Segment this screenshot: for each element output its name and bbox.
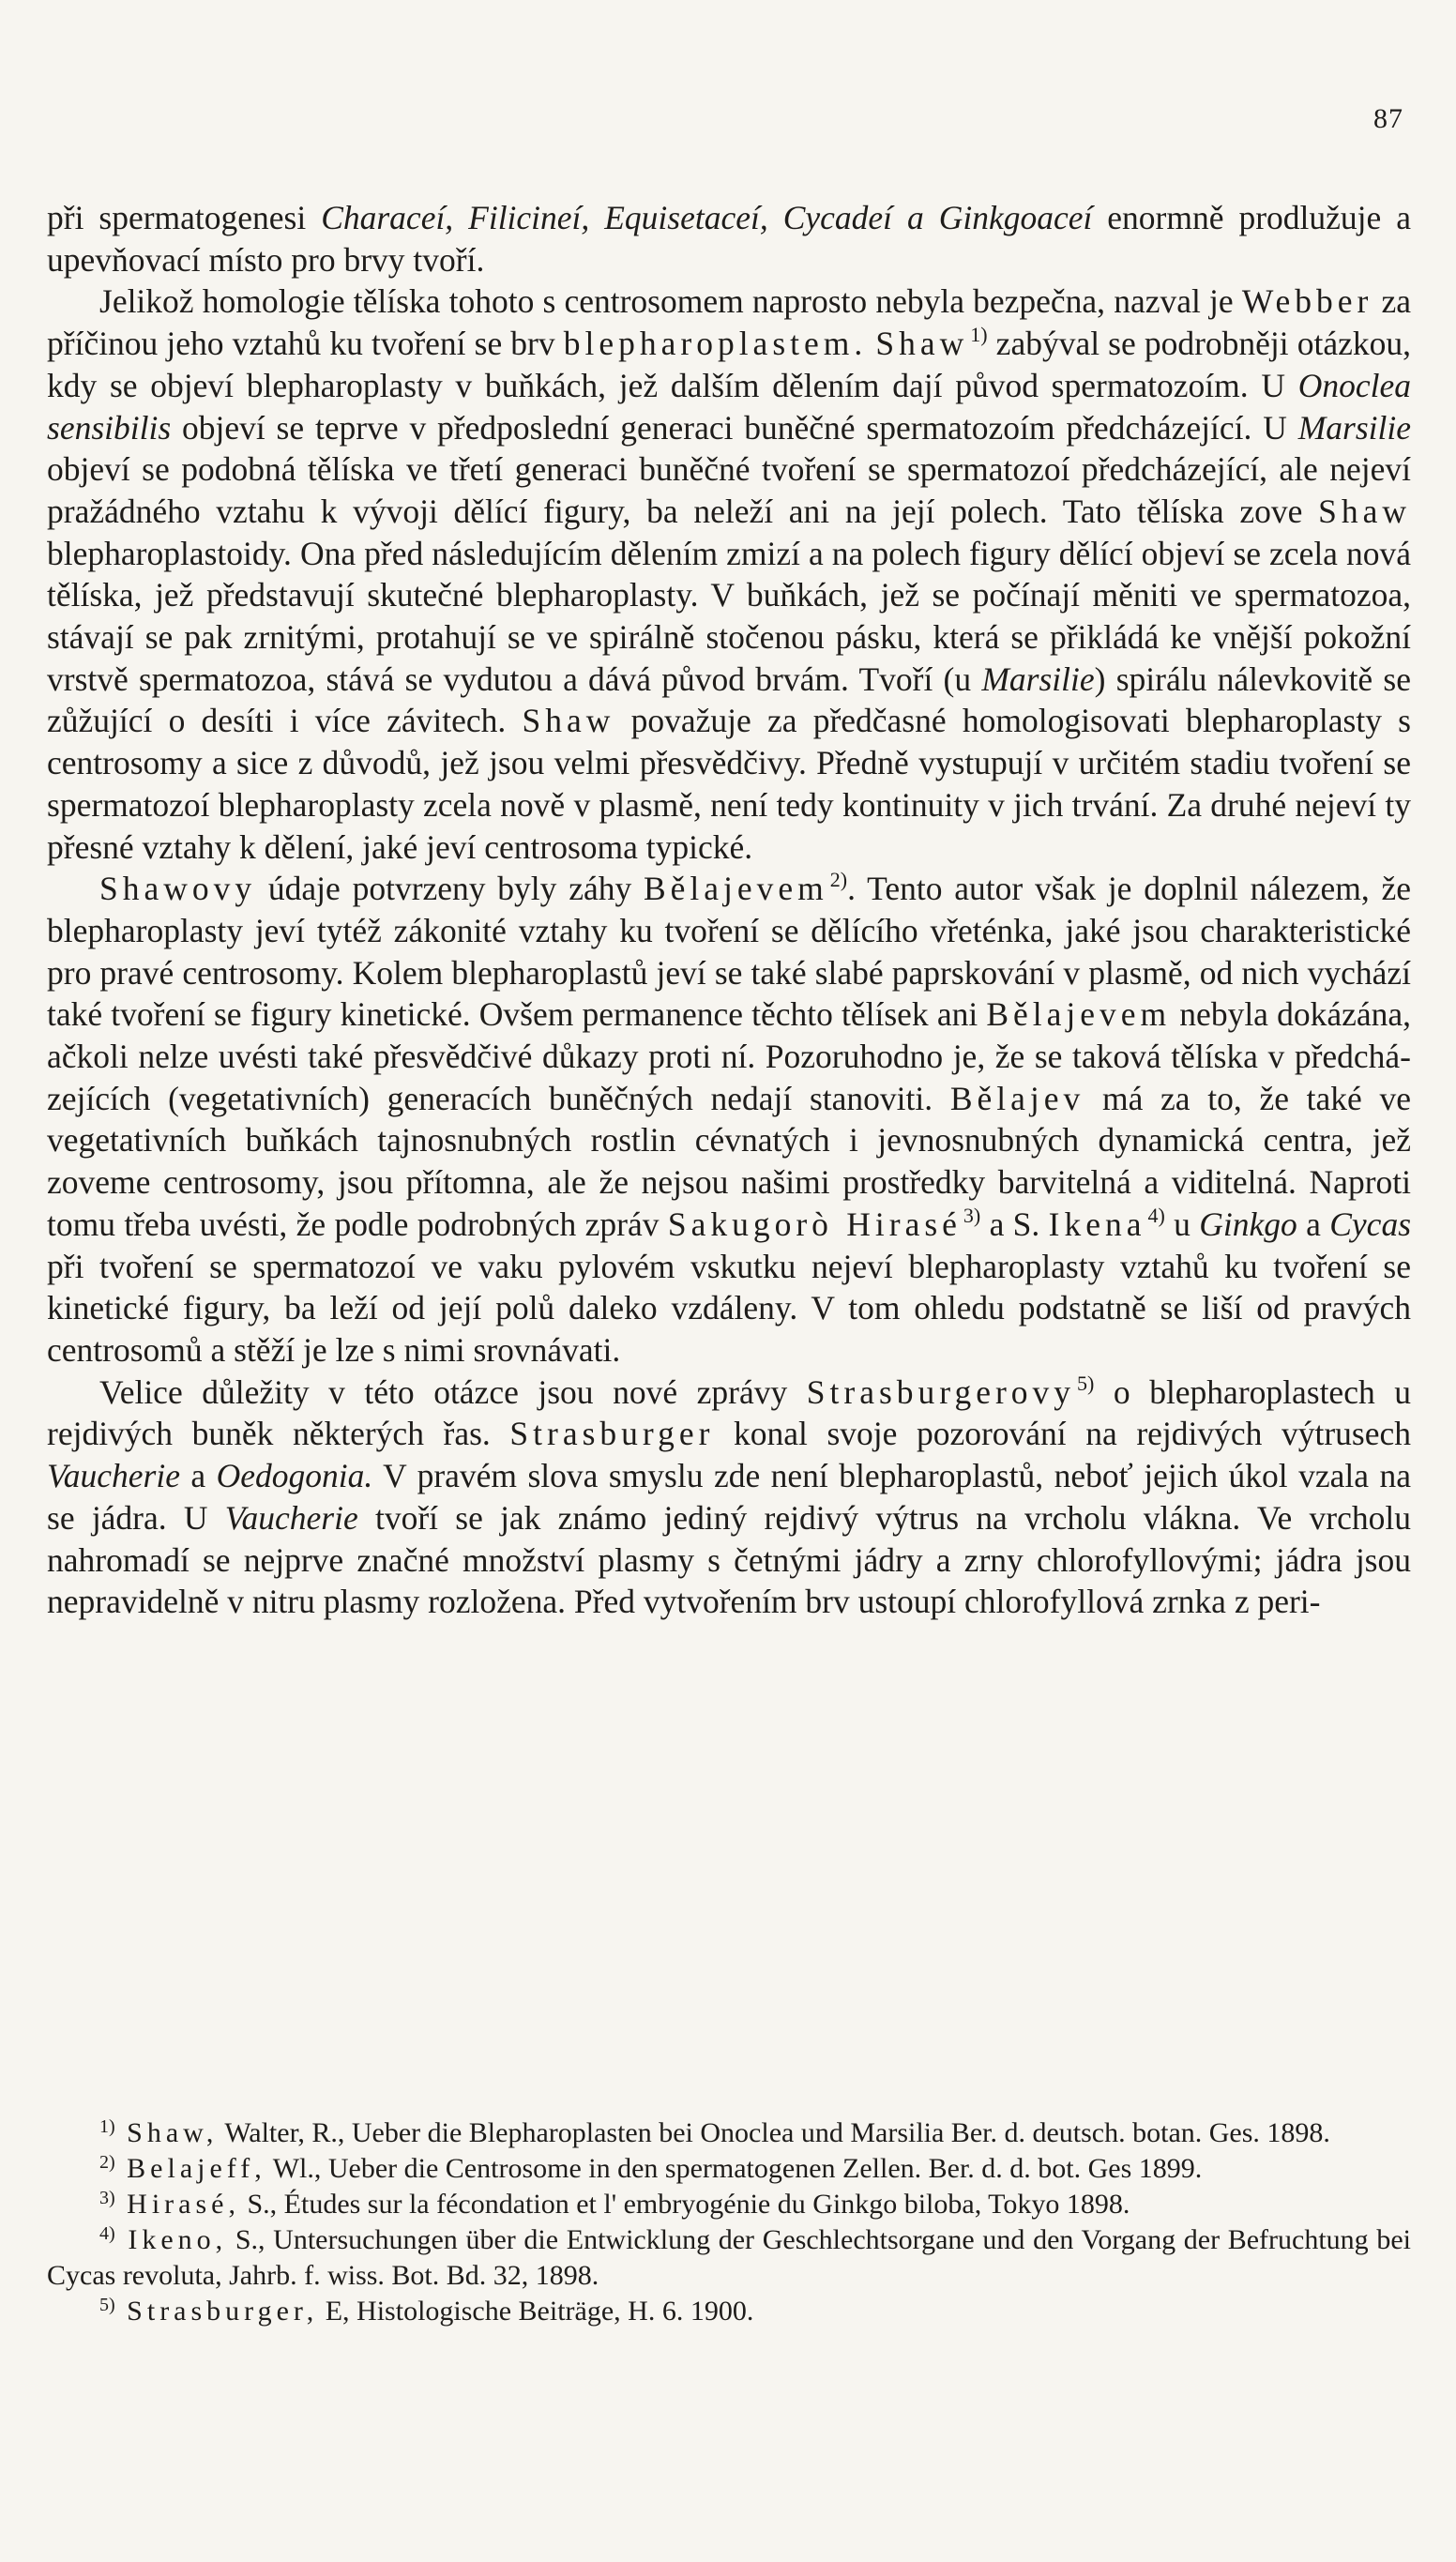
footnote-text: E, Histologische Beiträge, H. 6. 1900. bbox=[318, 2296, 754, 2327]
paragraph bbox=[47, 868, 1411, 1371]
footnote-text: S., Untersuchungen über die Entwicklung der Geschlechtsorgane und den Vorgang der Befruchtung bei Cycas revoluta, Jahrb. f. wiss. Bot. Bd. 32, 1898. bbox=[47, 2224, 1412, 2291]
footnote bbox=[47, 2115, 1411, 2151]
footnote-author: Hirasé, bbox=[114, 2189, 240, 2220]
body-text bbox=[47, 197, 1411, 1623]
footnote-mark: 2) bbox=[99, 2152, 115, 2173]
spaced-name: blepharoplastem. bbox=[563, 325, 868, 363]
text-run: blepharoplastoidy. Ona před následujícím dělením zmizí a na polech figury dělící objeví se zcela nová tělíska, jež představují skutečné blepharoplasty. V buňkách, jež se počínají měniti ve spermatozoa, stávají se pak zrnitými, protahují se ve spirálně stočenou pásku, která se přikládá ke vnější pokožní vrstvě spermatozoa, stává se vydutou a dává původ brvám. Tvoří (u bbox=[47, 534, 1411, 698]
text-run: a bbox=[179, 1457, 217, 1495]
footnote bbox=[47, 2187, 1411, 2222]
footnote-mark: 3) bbox=[99, 2188, 115, 2208]
footnote-author: Ikeno, bbox=[114, 2224, 228, 2255]
paragraph bbox=[47, 197, 1411, 280]
footnote-ref: 5) bbox=[1077, 1371, 1095, 1395]
footnote-ref: 1) bbox=[970, 323, 988, 347]
spaced-name: Shaw bbox=[522, 702, 615, 740]
spaced-name: Ikena bbox=[1048, 1205, 1146, 1243]
spaced-name: Bělajev bbox=[949, 1079, 1085, 1117]
text-run: má za to, že také ve vegetativních buňkách tajnosnubných rostlin cévnatých i jevnosnubných dynamická centra, jež zoveme centrosomy, jsou přítomna, ale že nejsou našimi prostředky barvitelná a viditelná. Naproti tomu třeba uvésti, že podle podrobných zpráv bbox=[47, 1079, 1411, 1243]
italic-term: Vaucherie bbox=[224, 1498, 358, 1537]
text-run: Jelikož homologie tělíska tohoto s centrosomem naprosto nebyla bezpečna, nazval je bbox=[99, 282, 1242, 321]
text-run bbox=[867, 325, 875, 362]
spaced-name: Webber bbox=[1241, 282, 1373, 321]
text-run: a bbox=[1297, 1205, 1330, 1243]
spaced-name: Strasburger bbox=[509, 1415, 715, 1453]
text-run: objeví se podobná tělíska ve třetí generaci buněčné tvoření se spermatozoí předcházející, ale nejeví pražádného vztahu k vývoji dělící figury, ba neleží ani na její polech. Tato tělíska zove bbox=[47, 450, 1411, 530]
text-run: tvoří se jak známo jediný rejdivý výtrus na vrcholu vlákna. Ve vrcholu nahromadí se nejprve značné množství plasmy s četnými jádry a zrny chlorofyllovými; jádra jsou nepravidelně v nitru plasmy rozložena. Před vytvořením brv ustoupí chlorofyllová zrnka z peri- bbox=[47, 1498, 1411, 1621]
text-run: konal svoje pozorování na rejdivých výtrusech bbox=[714, 1415, 1411, 1453]
text-run: nebyla dokázána, ačkoli nelze uvésti také přesvědčivé důkazy proti ní. Pozoruhodno je, že se taková tělíska v předcházejících (vegetativních) generacích buněčných nedají stanoviti. bbox=[47, 995, 1411, 1117]
text-run: údaje potvrzeny byly záhy bbox=[256, 870, 644, 908]
text-run: Velice důležity v této otázce jsou nové zprávy bbox=[99, 1372, 807, 1411]
footnote-ref: 3) bbox=[963, 1203, 981, 1227]
footnote-ref: 2) bbox=[829, 868, 848, 892]
footnote-author: Strasburger, bbox=[114, 2296, 319, 2327]
text-run: objeví se teprve v předposlední generaci buněčné spermatozoím předcházející. U bbox=[171, 408, 1298, 447]
footnote bbox=[47, 2294, 1411, 2329]
spaced-name: Bělajevem bbox=[986, 995, 1172, 1034]
paragraph bbox=[47, 1372, 1411, 1623]
text-run: při spermatogenesi bbox=[47, 199, 322, 236]
spaced-name: Shaw bbox=[875, 325, 969, 363]
footnote-text: Wl., Ueber die Centrosome in den spermatogenen Zellen. Ber. d. d. bot. Ges 1899. bbox=[265, 2153, 1203, 2184]
spaced-name: Shaw bbox=[1318, 492, 1411, 530]
italic-term: Marsilie bbox=[1297, 408, 1411, 447]
footnote-ref: 4) bbox=[1147, 1203, 1165, 1227]
spaced-name: Bělajevem bbox=[644, 870, 828, 908]
italic-term: Vaucherie bbox=[47, 1457, 180, 1495]
text-run: ) spirálu nálevkovitě se zůžující o desíti i více závitech. bbox=[47, 659, 1411, 740]
text-run: za příčinou jeho vztahů ku tvoření se brv bbox=[47, 282, 1411, 363]
text-run: . Tento autor však je doplnil nálezem, že blepharoplasty jeví tytéž zákonité vztahy ku tvoření se dělícího vřeténka, jaké jsou charakteristické pro pravé centrosomy. Kolem blepharoplastů jeví se také slabé paprskování v plasmě, od nich vychází také tvoření se figury kinetické. Ovšem permanence těchto tělísek ani bbox=[47, 870, 1412, 1034]
italic-term: Marsilie bbox=[981, 659, 1095, 698]
footnotes bbox=[47, 2115, 1411, 2329]
footnote-text: S., Études sur la fécondation et l' embryogénie du Ginkgo biloba, Tokyo 1898. bbox=[239, 2189, 1130, 2220]
text-run: považuje za předčasné homologisovati blepharoplasty s centrosomy a sice z důvodů, jež jsou velmi přesvědčivy. Předně vystupují v určitém stadiu tvoření se spermatozoí blepharoplasty zcela nově v plasmě, není tedy kontinuity v jich trvání. Za druhé nejeví ty přesné vztahy k dělení, jaké jeví centrosoma typické. bbox=[47, 702, 1411, 866]
footnote-mark: 5) bbox=[99, 2295, 115, 2315]
text-run: V pravém slova smyslu zde není blepharoplastů, neboť jejich úkol vzala na se jádra. U bbox=[47, 1457, 1411, 1537]
italic-term: Oedogonia. bbox=[216, 1457, 373, 1495]
text-run: enormně prodlužuje a upevňovací místo pro brvy tvoří. bbox=[47, 199, 1411, 279]
spaced-name: Shawovy bbox=[99, 870, 257, 908]
spaced-name: Strasburgerovy bbox=[806, 1372, 1076, 1411]
text-run: zabýval se podrobněji otázkou, kdy se objeví blepharoplasty v buňkách, jež dalším dělením dají původ spermatozoím. U bbox=[47, 325, 1412, 404]
footnote-author: Shaw, bbox=[114, 2117, 219, 2148]
footnote-mark: 1) bbox=[99, 2116, 115, 2137]
footnote-text: Walter, R., Ueber die Blepharoplasten bei Onoclea und Marsilia Ber. d. deutsch. botan. Ges. 1898. bbox=[218, 2117, 1330, 2148]
footnote bbox=[47, 2151, 1411, 2187]
footnote-author: Belajeff, bbox=[114, 2153, 266, 2184]
italic-term: Ginkgo bbox=[1199, 1205, 1297, 1243]
italic-term: Cycas bbox=[1329, 1205, 1412, 1243]
spaced-name: Sakugorò Hirasé bbox=[667, 1205, 962, 1243]
text-run: o blepharoplastech u rejdivých buněk některých řas. bbox=[47, 1372, 1411, 1453]
paragraph bbox=[47, 280, 1411, 868]
text-run: u bbox=[1164, 1205, 1200, 1243]
text-run: a S. bbox=[980, 1205, 1049, 1243]
italic-term: Onoclea sensibilis bbox=[47, 366, 1411, 447]
page-number: 87 bbox=[1373, 103, 1403, 134]
text-run: při tvoření se spermatozoí ve vaku pylovém vskutku nejeví blepharoplasty vztahů ku tvoření se kinetické figury, ba leží od její polů daleko vzdáleny. V tom ohledu podstatně se liší od pravých centrosomů a stěží je lze s nimi srovnávati. bbox=[47, 1247, 1411, 1369]
footnote bbox=[47, 2222, 1411, 2294]
italic-term: Characeí, Filicineí, Equisetaceí, Cycadeí a Ginkgoaceí bbox=[321, 199, 1093, 236]
footnote-mark: 4) bbox=[99, 2223, 115, 2244]
